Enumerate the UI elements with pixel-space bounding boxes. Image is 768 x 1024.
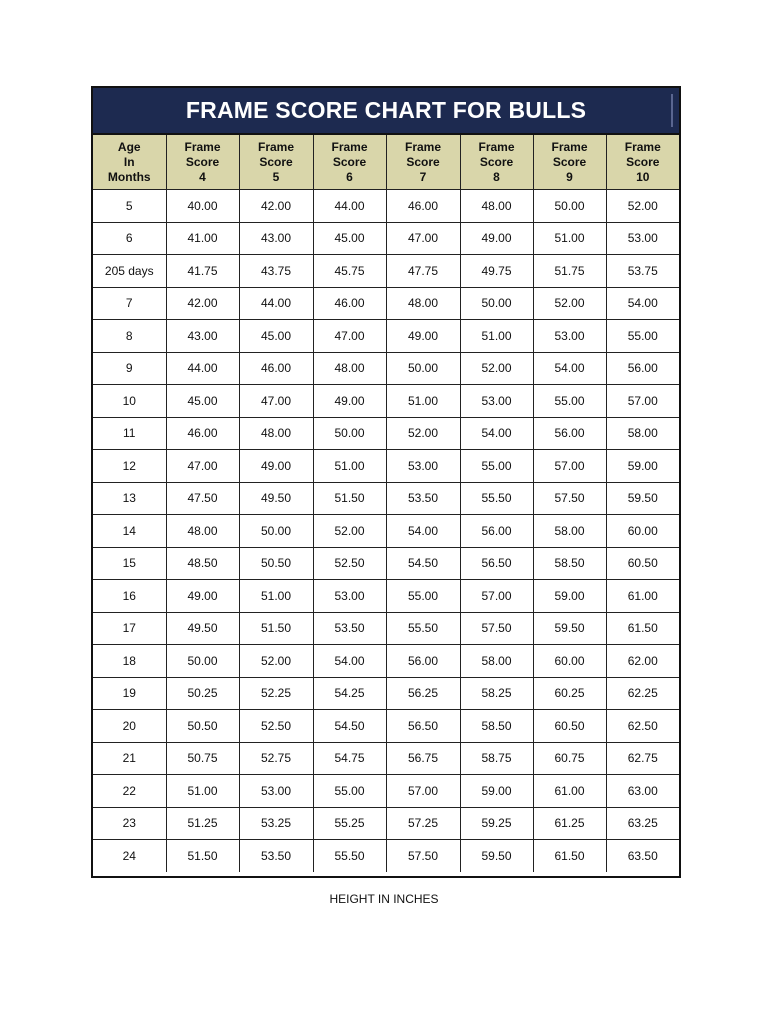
age-cell: 22: [93, 775, 166, 808]
height-cell: 62.00: [606, 645, 679, 678]
height-cell: 51.75: [533, 255, 606, 288]
header-line: 4: [199, 169, 206, 184]
height-cell: 54.50: [386, 547, 460, 580]
table-row: [93, 417, 679, 450]
height-cell: 54.00: [533, 352, 606, 385]
chart-title: FRAME SCORE CHART FOR BULLS: [185, 97, 587, 123]
height-cell: 49.00: [313, 385, 386, 418]
height-cell: 56.50: [386, 710, 460, 743]
table-row: [93, 385, 679, 418]
age-cell: 23: [93, 807, 166, 840]
age-cell: 14: [93, 515, 166, 548]
height-cell: 49.00: [166, 580, 239, 613]
height-cell: 63.25: [606, 807, 679, 840]
height-cell: 47.00: [239, 385, 313, 418]
height-cell: 48.50: [166, 547, 239, 580]
height-cell: 51.00: [460, 320, 533, 353]
table-row: [93, 742, 679, 775]
height-cell: 57.00: [606, 385, 679, 418]
height-cell: 60.00: [606, 515, 679, 548]
frame-score-table: [93, 135, 679, 872]
height-cell: 57.00: [386, 775, 460, 808]
height-cell: 58.00: [533, 515, 606, 548]
table-row: [93, 677, 679, 710]
header-frame-score-6: [313, 135, 386, 190]
header-line: Months: [107, 169, 151, 184]
age-cell: 9: [93, 352, 166, 385]
height-cell: 48.00: [460, 190, 533, 223]
height-cell: 53.50: [386, 482, 460, 515]
age-cell: 12: [93, 450, 166, 483]
age-cell: 18: [93, 645, 166, 678]
table-row: [93, 775, 679, 808]
height-cell: 48.00: [239, 417, 313, 450]
height-cell: 54.25: [313, 677, 386, 710]
height-cell: 51.00: [386, 385, 460, 418]
height-cell: 44.00: [166, 352, 239, 385]
height-cell: 51.00: [166, 775, 239, 808]
height-cell: 46.00: [386, 190, 460, 223]
height-cell: 58.00: [606, 417, 679, 450]
header-line: Score: [259, 154, 293, 169]
table-row: [93, 482, 679, 515]
height-cell: 58.50: [460, 710, 533, 743]
height-cell: 42.00: [166, 287, 239, 320]
height-cell: 55.00: [533, 385, 606, 418]
height-cell: 47.00: [313, 320, 386, 353]
height-cell: 52.50: [239, 710, 313, 743]
height-cell: 55.50: [460, 482, 533, 515]
age-cell: 21: [93, 742, 166, 775]
height-cell: 57.50: [386, 840, 460, 872]
height-cell: 59.00: [606, 450, 679, 483]
height-cell: 53.25: [239, 807, 313, 840]
table-header-row: [93, 135, 679, 190]
table-row: [93, 515, 679, 548]
height-cell: 53.00: [460, 385, 533, 418]
age-cell: 16: [93, 580, 166, 613]
header-line: 6: [346, 169, 353, 184]
height-cell: 49.00: [460, 222, 533, 255]
height-cell: 59.50: [460, 840, 533, 872]
height-cell: 58.00: [460, 645, 533, 678]
height-cell: 43.75: [239, 255, 313, 288]
height-cell: 54.00: [606, 287, 679, 320]
height-cell: 51.00: [313, 450, 386, 483]
height-cell: 52.50: [313, 547, 386, 580]
table-row: [93, 547, 679, 580]
height-cell: 56.75: [386, 742, 460, 775]
height-cell: 60.25: [533, 677, 606, 710]
header-line: Frame: [551, 139, 588, 154]
height-cell: 57.50: [533, 482, 606, 515]
chart-title-bar: [93, 88, 679, 135]
age-cell: 17: [93, 612, 166, 645]
age-cell: 19: [93, 677, 166, 710]
height-cell: 61.50: [533, 840, 606, 872]
header-line: Frame: [331, 139, 368, 154]
height-cell: 48.00: [166, 515, 239, 548]
height-cell: 56.00: [386, 645, 460, 678]
table-row: [93, 255, 679, 288]
height-cell: 62.50: [606, 710, 679, 743]
height-cell: 50.00: [239, 515, 313, 548]
height-cell: 44.00: [313, 190, 386, 223]
height-cell: 60.50: [533, 710, 606, 743]
height-cell: 47.50: [166, 482, 239, 515]
height-cell: 61.25: [533, 807, 606, 840]
height-cell: 55.00: [460, 450, 533, 483]
header-frame-score-10: [606, 135, 679, 190]
height-cell: 50.00: [533, 190, 606, 223]
height-cell: 63.00: [606, 775, 679, 808]
header-line: 9: [566, 169, 573, 184]
height-cell: 59.00: [460, 775, 533, 808]
height-cell: 47.75: [386, 255, 460, 288]
height-cell: 49.50: [239, 482, 313, 515]
header-frame-score-8: [460, 135, 533, 190]
height-cell: 55.25: [313, 807, 386, 840]
height-cell: 45.00: [239, 320, 313, 353]
header-line: Score: [185, 154, 220, 169]
height-cell: 56.50: [460, 547, 533, 580]
table-row: [93, 320, 679, 353]
header-age-in-months: [93, 135, 166, 190]
header-line: Frame: [404, 139, 442, 154]
height-cell: 53.00: [239, 775, 313, 808]
age-cell: 10: [93, 385, 166, 418]
height-cell: 48.00: [386, 287, 460, 320]
height-cell: 53.50: [313, 612, 386, 645]
height-cell: 50.75: [166, 742, 239, 775]
height-cell: 45.00: [313, 222, 386, 255]
header-line: 8: [493, 169, 500, 184]
height-cell: 53.00: [606, 222, 679, 255]
table-row: [93, 222, 679, 255]
height-cell: 42.00: [239, 190, 313, 223]
height-cell: 56.00: [533, 417, 606, 450]
height-cell: 44.00: [239, 287, 313, 320]
height-cell: 50.00: [460, 287, 533, 320]
height-cell: 54.75: [313, 742, 386, 775]
height-cell: 52.00: [533, 287, 606, 320]
header-frame-score-5: [239, 135, 313, 190]
age-cell: 13: [93, 482, 166, 515]
height-cell: 52.00: [606, 190, 679, 223]
height-cell: 52.75: [239, 742, 313, 775]
height-cell: 57.00: [533, 450, 606, 483]
height-cell: 50.25: [166, 677, 239, 710]
height-cell: 50.00: [386, 352, 460, 385]
height-cell: 51.50: [166, 840, 239, 872]
height-cell: 48.00: [313, 352, 386, 385]
table-row: [93, 612, 679, 645]
age-cell: 8: [93, 320, 166, 353]
height-cell: 59.00: [533, 580, 606, 613]
header-line: Frame: [184, 139, 221, 154]
height-cell: 57.50: [460, 612, 533, 645]
height-cell: 51.50: [239, 612, 313, 645]
height-cell: 50.00: [166, 645, 239, 678]
height-cell: 53.00: [386, 450, 460, 483]
table-row: [93, 450, 679, 483]
height-cell: 50.00: [313, 417, 386, 450]
height-cell: 59.50: [533, 612, 606, 645]
height-cell: 43.00: [239, 222, 313, 255]
height-cell: 59.25: [460, 807, 533, 840]
height-cell: 58.25: [460, 677, 533, 710]
table-row: [93, 190, 679, 223]
table-row: [93, 710, 679, 743]
header-line: Frame: [478, 139, 515, 154]
table-row: [93, 807, 679, 840]
header-line: Score: [406, 154, 440, 169]
height-cell: 50.50: [239, 547, 313, 580]
height-cell: 50.50: [166, 710, 239, 743]
height-cell: 47.00: [386, 222, 460, 255]
height-cell: 56.00: [606, 352, 679, 385]
height-cell: 60.75: [533, 742, 606, 775]
table-row: [93, 645, 679, 678]
height-cell: 54.50: [313, 710, 386, 743]
header-line: Score: [552, 154, 587, 169]
height-cell: 45.75: [313, 255, 386, 288]
header-line: In: [123, 154, 135, 169]
title-bar-edge: [671, 94, 673, 127]
height-cell: 49.00: [386, 320, 460, 353]
height-cell: 55.00: [606, 320, 679, 353]
height-cell: 53.75: [606, 255, 679, 288]
age-cell: 6: [93, 222, 166, 255]
age-cell: 5: [93, 190, 166, 223]
height-cell: 51.00: [239, 580, 313, 613]
height-cell: 57.00: [460, 580, 533, 613]
frame-score-chart: [91, 86, 681, 878]
height-cell: 40.00: [166, 190, 239, 223]
header-line: 10: [636, 169, 650, 184]
age-cell: 7: [93, 287, 166, 320]
units-caption: HEIGHT IN INCHES: [329, 892, 439, 906]
header-line: Score: [479, 154, 514, 169]
height-cell: 55.50: [386, 612, 460, 645]
age-cell: 15: [93, 547, 166, 580]
height-cell: 52.00: [313, 515, 386, 548]
height-cell: 53.00: [533, 320, 606, 353]
height-cell: 46.00: [239, 352, 313, 385]
height-cell: 49.50: [166, 612, 239, 645]
height-cell: 58.50: [533, 547, 606, 580]
height-cell: 62.75: [606, 742, 679, 775]
age-cell: 24: [93, 840, 166, 872]
table-body: [93, 190, 679, 872]
height-cell: 54.00: [460, 417, 533, 450]
height-cell: 52.25: [239, 677, 313, 710]
table-row: [93, 840, 679, 872]
table-row: [93, 287, 679, 320]
height-cell: 55.00: [313, 775, 386, 808]
height-cell: 55.50: [313, 840, 386, 872]
height-cell: 55.00: [386, 580, 460, 613]
age-cell: 205 days: [93, 255, 166, 288]
height-cell: 62.25: [606, 677, 679, 710]
height-cell: 61.50: [606, 612, 679, 645]
height-cell: 54.00: [313, 645, 386, 678]
height-cell: 54.00: [386, 515, 460, 548]
height-cell: 49.75: [460, 255, 533, 288]
header-frame-score-9: [533, 135, 606, 190]
height-cell: 60.00: [533, 645, 606, 678]
height-cell: 43.00: [166, 320, 239, 353]
height-cell: 52.00: [386, 417, 460, 450]
height-cell: 56.25: [386, 677, 460, 710]
height-cell: 53.00: [313, 580, 386, 613]
header-line: Score: [626, 154, 660, 169]
height-cell: 52.00: [239, 645, 313, 678]
height-cell: 56.00: [460, 515, 533, 548]
height-cell: 61.00: [533, 775, 606, 808]
header-frame-score-7: [386, 135, 460, 190]
height-cell: 49.00: [239, 450, 313, 483]
height-cell: 63.50: [606, 840, 679, 872]
height-cell: 46.00: [166, 417, 239, 450]
age-cell: 11: [93, 417, 166, 450]
age-cell: 20: [93, 710, 166, 743]
height-cell: 46.00: [313, 287, 386, 320]
height-cell: 58.75: [460, 742, 533, 775]
height-cell: 41.00: [166, 222, 239, 255]
header-line: 7: [419, 169, 427, 184]
height-cell: 41.75: [166, 255, 239, 288]
header-line: Score: [332, 154, 367, 169]
height-cell: 45.00: [166, 385, 239, 418]
header-line: Age: [117, 139, 141, 154]
header-line: 5: [272, 169, 280, 184]
table-row: [93, 580, 679, 613]
header-line: Frame: [624, 139, 661, 154]
height-cell: 47.00: [166, 450, 239, 483]
height-cell: 57.25: [386, 807, 460, 840]
height-cell: 51.25: [166, 807, 239, 840]
header-line: Frame: [257, 139, 295, 154]
height-cell: 51.50: [313, 482, 386, 515]
height-cell: 61.00: [606, 580, 679, 613]
height-cell: 53.50: [239, 840, 313, 872]
header-frame-score-4: [166, 135, 239, 190]
table-row: [93, 352, 679, 385]
height-cell: 60.50: [606, 547, 679, 580]
height-cell: 52.00: [460, 352, 533, 385]
height-cell: 59.50: [606, 482, 679, 515]
height-cell: 51.00: [533, 222, 606, 255]
